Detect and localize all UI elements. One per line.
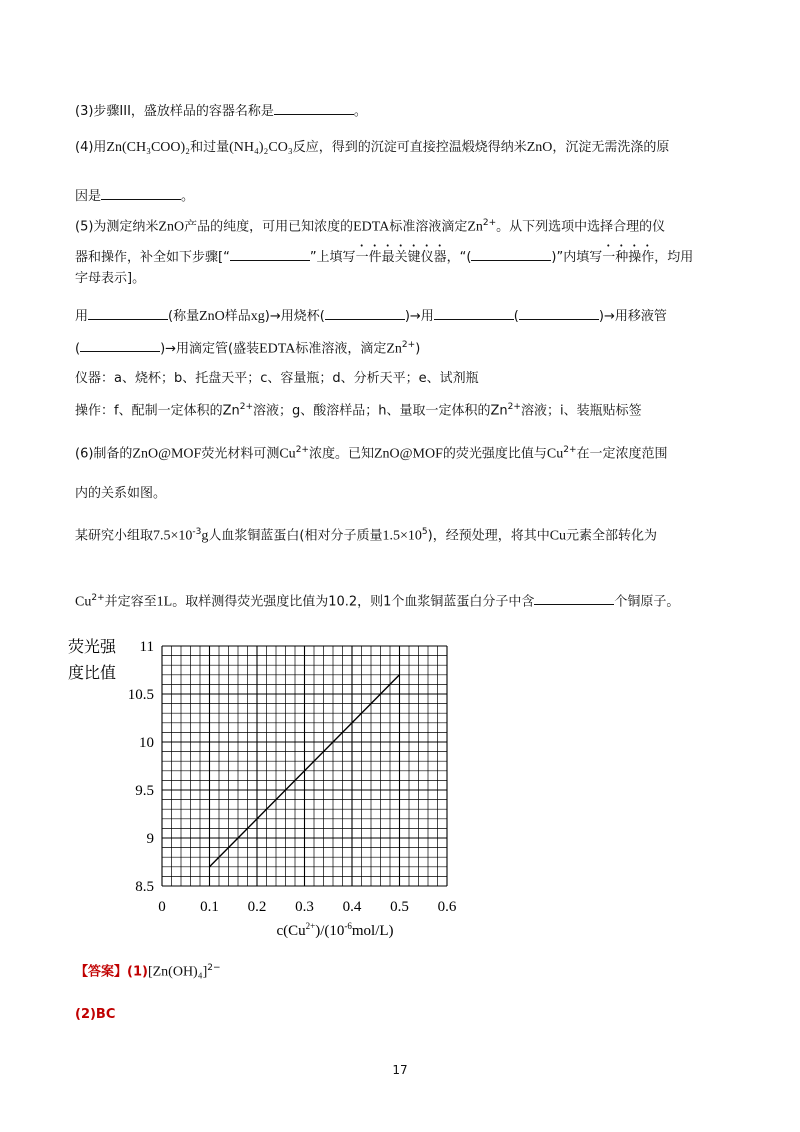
- x-tick-label: 0.6: [437, 899, 457, 915]
- x-tick-label: 0.2: [247, 899, 267, 915]
- operation-options: 操作：f、配制一定体积的$Zn^{2+}$溶液；g、酸溶样品；h、量取一定体积的$Zn^{2+}$溶液；i、装瓶贴标签: [75, 402, 642, 419]
- ammonium-carbonate-formula: (NH₄)₂CO₃: [229, 140, 293, 155]
- x-tick-label: 0.4: [342, 899, 362, 915]
- question-5: (5)为测定纳米ZnO产品的纯度，可用已知浓度的EDTA标准溶液滴定$Zn^{2+}$。从下列选项中选择合理的仪: [75, 218, 666, 235]
- y-tick-label: 10.5: [127, 687, 154, 703]
- answer-blank[interactable]: [519, 305, 599, 320]
- answer-blank[interactable]: [471, 246, 551, 261]
- y-tick-label: 9: [146, 831, 154, 847]
- emphasis-text: 一种操作: [602, 250, 655, 265]
- answer-blank[interactable]: [325, 305, 405, 320]
- answer-tag: 【答案】: [75, 964, 128, 980]
- y-axis-label-line2: 度比值: [68, 663, 117, 682]
- x-tick-label: 0.1: [200, 899, 219, 915]
- answer-blank[interactable]: [101, 185, 181, 200]
- answer-blank[interactable]: [534, 590, 614, 605]
- answer-blank[interactable]: [88, 305, 168, 320]
- answer-blank[interactable]: [80, 337, 160, 352]
- emphasis-text: 一件最关键仪器: [355, 250, 447, 265]
- y-tick-label: 8.5: [135, 879, 154, 895]
- answer-blank[interactable]: [274, 100, 354, 115]
- page-number: 17: [392, 1063, 408, 1077]
- question-5-steps-cont: ( )→用滴定管(盛装EDTA标准溶液，滴定$Zn^{2+}$): [75, 335, 420, 359]
- answer-blank[interactable]: [434, 305, 514, 320]
- y-axis-label: [68, 637, 117, 682]
- question-5-steps: 用 (称量ZnO样品xg)→用烧杯( )→用 ( )→用移液管: [75, 305, 667, 327]
- instrument-options: 仪器：a、烧杯；b、托盘天平；c、容量瓶；d、分析天平；e、试剂瓶: [75, 371, 479, 386]
- question-6: (6)制备的ZnO@MOF荧光材料可测$Cu^{2+}$浓度。已知ZnO@MOF的荧光强度比值与$Cu^{2+}$在一定浓度范围: [75, 445, 668, 462]
- y-tick-label: 10: [139, 735, 154, 751]
- zno-formula: ZnO: [526, 140, 553, 155]
- y-tick-label: 11: [139, 639, 154, 655]
- x-axis-ticks: [158, 899, 457, 915]
- question-6-line2: 内的关系如图。: [75, 486, 167, 501]
- answer-line-2: (2)BC: [75, 1007, 116, 1022]
- question-6-line3: 某研究小组取$7.5\times 10^{-3}g$人血浆铜蓝蛋白(相对分子质量$1.5\times 10^5$)，经预处理，将其中Cu元素全部转化为: [75, 527, 658, 544]
- question-3: (3)步骤III，盛放样品的容器名称是 。: [75, 100, 367, 122]
- zno-mof-formula: ZnO@MOF: [132, 446, 202, 462]
- y-axis-ticks: [128, 639, 154, 895]
- question-6-line4: $Cu^{2+}$并定容至1L。取样测得荧光强度比值为10.2，则1个血浆铜蓝蛋白分子中含 个铜原子。: [75, 588, 679, 612]
- answer-line-1: 【答案】$(1)[Zn(OH)_4]^{2-}$: [75, 963, 221, 980]
- question-4-cont: 因是 。: [75, 185, 194, 207]
- chart-svg: [60, 630, 480, 940]
- y-axis-label-line1: 荧光强: [68, 637, 117, 656]
- y-tick-label: 9.5: [135, 783, 154, 799]
- chart-grid: [162, 646, 447, 886]
- zinc-acetate-formula: Zn(CH₃COO)₂: [106, 140, 191, 155]
- x-axis-label: $c(Cu^{2+})/(10^{-6}mol/L)$: [276, 921, 394, 939]
- fluorescence-chart: [60, 630, 480, 944]
- x-tick-label: 0.3: [295, 899, 314, 915]
- question-5-line2: 器和操作，补全如下步骤[“ ”上填写一件最关键仪器，“( )”内填写一种操作，均用: [75, 242, 693, 268]
- answer-blank[interactable]: [230, 246, 310, 261]
- x-tick-label: 0: [158, 899, 166, 915]
- x-tick-label: 0.5: [390, 899, 409, 915]
- question-4: (4)用Zn(CH₃COO)₂和过量(NH₄)₂CO₃反应，得到的沉淀可直接控温煅烧得纳米ZnO，沉淀无需洗涤的原: [75, 140, 670, 155]
- question-5-line3: 字母表示]。: [75, 271, 146, 286]
- answer-formula: [Zn(OH)₄]: [147, 964, 208, 980]
